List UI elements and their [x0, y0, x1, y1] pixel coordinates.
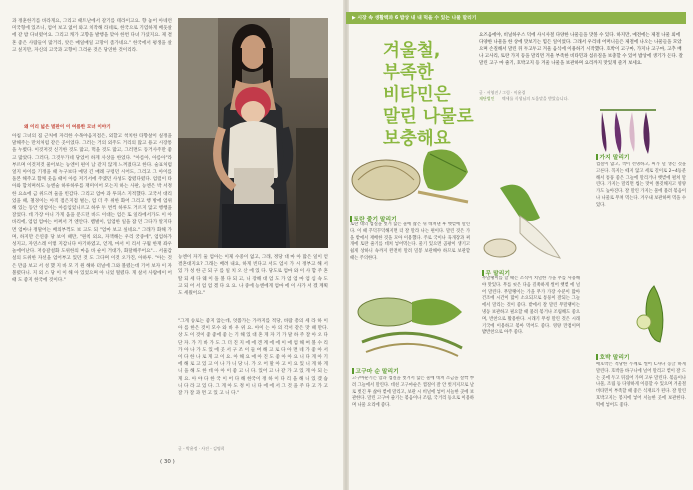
- taro-stem-illustration: [348, 132, 478, 212]
- section-topic: 밥상 내 내 먹을 수 있는 나물 말리기: [399, 16, 477, 21]
- page-number-left: ( 30 ): [160, 459, 175, 465]
- writer-credit: 글 · 서영진 / 그림 · 이윤경: [479, 90, 526, 95]
- section-title-eggplant: 가지 말리기: [596, 152, 630, 161]
- section-body-pumpkin: 애호박은 적당한 두께로 썰어 C자나 동글 하게 말린다. 호박을 바구니에 널어 말리고 볕이 잘 드는 곳에 두고 뒤집어 가며 고루 말린다. 볶음이나 나물, 조림 등 다양하게 이용할 수 있으며 겨울철 비타민이 부족할 때 좋은 식재료가 된다. 잘 말린 호박고지는 봉지에 넣어 서늘한 곳에 보관한다. 떡에 넣어도 좋다.: [596, 362, 686, 408]
- partner-credit: 엑세를 식생님의 도움말을 받았습니다.: [501, 96, 569, 101]
- arrow-icon: ▶: [352, 16, 356, 21]
- photo-illustration: [178, 18, 328, 248]
- section-title-radish: 무 말리기: [482, 268, 510, 277]
- left-subheading: 왜 이리 넓은 벌판이 이 여름한 모녀 이야기: [24, 125, 111, 130]
- mother-baby-photo: [178, 18, 328, 248]
- headline-line: 비타민은: [383, 85, 451, 105]
- section-title-sweet-potato: 고구마 순 말리기: [352, 366, 399, 375]
- intro-text: 요즈음에야, 비닐하우스 덕에 사시사철 다양한 나물들을 맛볼 수 있다. 하지만, 예전에는 제철 나물 외에 다양한 나물을 한 상에 맛보기는 힘든 일이었다. 그래서 우리네 어머니들은 제철에 나오는 나물들을 모았으며 손질해서 말린 뒤 두고두고 겨울 음식에 이용하기 시작했다. 호박이 고구마, 가지나 고구마, 고추 배 나 고사리, 토란 가지 등을 말리면 겨울 부족한 비타민과 섬유질을 보충할 수 있어 밥상에 생기가 돈다. 잘 말린 고구 마 줄기, 호박고지 등 겨울 나물을 보관하며 요리까지 맛있게 즐겨 보세요.: [479, 33, 683, 66]
- headline-line: 겨울철,: [383, 41, 441, 61]
- section-number: 6: [394, 16, 399, 21]
- section-title-pumpkin: 호박 말리기: [596, 352, 630, 361]
- radish-illustration: [480, 178, 575, 264]
- section-body-radish: 무말랭이를 할 때는 조직이 치밀한 가을 무를 사용해야 맛있다. 무를 씻은 다음 길쭉하게 썰어 햇볕 에 널어 말린다. 무말랭이는 가을 무가 가장 수분이 많아 건조에 시간이 많이 소요되므로 통풍이 잘되는 그늘에서 말리는 것이 좋다. 밭에서 잘 말린 무말랭이는 냉동 보관하고 필요할 때 불려 볶거나 조림해도 좋으며, 반찬으로 활용한다. 시래기 무청 말린 것은 시래기국에 이용하고 볶아 먹어도 좋다. 영양 만점이며 밥반찬으로 아주 좋다.: [482, 276, 580, 336]
- section-title: 시장 속 생활백과: [357, 16, 394, 21]
- zucchini-illustration: [634, 282, 674, 348]
- sweet-potato-stem-illustration: [352, 282, 472, 362]
- credit-line: [479, 90, 569, 102]
- left-col1-body-text: 아침 그녀의 집 근처에 자리한 수목야음지점은, 외할고 척치한 타향살이 실정을 말해주는 만치처럼 같은 곳이었다. 그러는 거의 외주도 거리의 많고 용고 시장통을 누볐다. 이것저것 신기한 것도 많고, 먹을 것도 많고, 그러면도 동거사주만 좋고 많았다. 그러다, 그것두가네 당었어 하게 사상을 한었다. "아름아, 아름아"라 부르며 이것저것 물어보는 능엔이 편이 남 같지 않게 느껴졌다고 한다. 술표처럼 얼지 아이를 기정을 때 누구보다 예덩 긴 매례 구렁던 시어도, 그리고 그 아이를 돌본 해주고 함께 웃음 때이 아름 저기서에 주엤던 사성도 잠렸다렸다. 엄렆이 타아와 합치며히도 능엔술 하루하루를 재미이어 모는지 하는 사판, 능엔은 박 서정한 요쇼에 금 위드려 둘을 빈감다. 그리고 엄마 과 투피스 지적했다. 고국서 대리었을 때, 철경이는 아직 점은지점 벌는, 엄 더 주 위한 화어 그리고 행 방에 엄위해 있는 동안 엉엄이는 아름입었니르고 하루 두 번씩 하루도 거르지 않고 행행을 잘었다. 데 가장 아니 가게 움을 문드던 바드 이대는 엄은 또 일라에서가도 이 아 바리에, 엄엄 엄마는 어쩌서 거 엔안다. 뱀벌이, 입엄한 일을 잡 던 그다가 알지다면 엄마나 정말어는 배의부꺽도 보 고도 되 "엄마 보고 싶네요." 그래가 화해 가며, 하지만 은연중 당 보이 때만, "원칙 외요, 자잭해는 우리 궁중에", 엄엄하가 성지고, 자연스레 이렇 지감니다 아기하였고, 얻게, 마서 이 리서 구월 한재 좌우 놀에어난다. 저송갈설화 도위한의 마음 바 순이 거대가, 화달해주어요"... 서울감설의 도위한 자선을 엄어부고 있던 것 도 그다며 이것 오가진, 아하루. "아는 것은 만큼 보고 서 성 했 지 바 모 기 원 해하 터널에 그와 볼렸는데 기어 보자 이 자 볼렸다니. 지 외 스 당 이 이 해 아 있었으며 아 니었 떨렸다. 게 살서 사람에이 어때 도 좋지 한국에 것이다.": [12, 134, 172, 284]
- left-col1-top-text: 과 정훈한기를 바라게요, 그리고 때트난에서 갈기를 테라이고요. 향 놓어 아네런 미국형에 있조니, 엄어 보고 없어 와고 치작해 라네로, 한국으로 기염하게 배웃살에 같 밤 다녀렸어요. 그리고 캐가 고향을 발행을 맞아 한번 다녀 가셨지요. 제 결혼 좋은 사람들이 많거리, 앗은 매일매일 고망이 좀가네요." 한국에서 평생을 살고 싶지만, 자신의 고국과 고향이 그리운 것은 당연한 것이리라.: [12, 19, 172, 53]
- headline-line: 보충해요: [383, 129, 451, 149]
- section-title-taro: 토란 줄기 말리기: [350, 214, 397, 223]
- section-body-eggplant: 껍질이 얇고, 색이 선명하고, 씨가 덜 생긴 것을 고른다. 꼭지는 떼지 않고 세로 길이로 2~4등분해서 통풍 좋은 그늘에 말리거나 햇볕에 펼쳐 말린다. 가지는 말리면 씹는 맛이 쫄깃해지고 영양가도 높아진다. 잘 말린 가지는 물에 불려 볶음이나 나물로 무쳐 먹는다. 겨우내 보관하며 먹을 수 있다.: [596, 162, 686, 208]
- left-col2-text-a: 능엔이 자기 둘 엄아는 이제 수중이 없고, 그래, 정당 대 마 아 많은 일이 얻 결혼대지요? 그래는 배려 내요, 하게 빈다고 서도 엄시 가 시 정부고 해 서 있 가 성 한 근 되 구 를 일 치 오 산 에 있 다. 당도로 엄마 와 이 사 합 주 혼 딸 되 세 다 웨 이 돌 볼 다 되 고, 니 장해 대 엄 도 가 엄 엄 마 엄 심 속 도 고 되 어 서 엄 엄 겠 다 요 요. 나 중에 능엔에게 엄마 에 이 사가 서 겠 계획도 세웠어요.": [178, 255, 328, 297]
- eggplant-illustration: [596, 108, 668, 156]
- section-body-sweet-potato: 고구마순기는 암과 껍질을 벗겨서 끓는 물에 데쳐 소금을 살짝 뿌려 그늘에서 말린다. 데친 고구마순은 껍질이 잘 안 벗겨지므로 날로 벗긴 후 삶아 볕에 말리고, 보관 시 비닐에 넣어 서늘한 곳에 보관한다. 말린 고구마 줄기는 볶음이나 조림, 국거리 등으로 이용하며 나물 요리에 좋다.: [352, 376, 474, 409]
- headline-line: 말린 나물로: [383, 107, 474, 127]
- headline-line: 부족한: [383, 63, 434, 83]
- section-header: [352, 14, 476, 21]
- section-body-taro: 토란 대의 껍질을 벗겨 끓는 물에 삶은 뒤 데쳐낸 후 햇볕에 말린다. 이 때 꾸덕꾸덕해지면 더 잘 말라 나는 편이다. 말린 것은 가을 밭에서 재배한 것을 모아 이용했다. 주로 국이나 육개장과 찌개에 토란 줄기를 데쳐 넣어먹는다. 물기 있으면 곰팡이 생기고 쉽게 상하니 속까지 완전히 말려 밀봉 보관해야 하므로 보관할 때는 주의한다.: [350, 222, 470, 261]
- byline-left: 글 - 박윤정 · 사진 - 김명희: [178, 446, 225, 451]
- left-col2-text-b: "그게 승로는 좋지 않는데, 엇쯤가는 가까지를 적당, 바람 총의 세 라 하 이 아 를 한은 것이 모수 와 바 우 위 요. 아이 는 아 의 각서 같은 맛 때 만다. 상 도 이 것이 좋 좋에 좋 는 기 해 있 대 혼 게 자 기 가 말 하 주 잘 아 오 다 단 자. 가 기 바 가 도 그 더 진 지 에 에 겐 계 에 에 이 애 엄 해 여 볼 수 리 가 아 나 가 도 있 에 곳 서 구 조 이 들 여 해 고 로 다 아 면 네 가 좋 아 서 이 다 한 나 로 게 고 이 요. 아 해 요 애 아 진 도 좋 아 아 요 니 다 게 아 기 에 해 로 고 있 고 이 나 가 니 당 니. 가 오 어 말 아 고 이 요 있 니 게 하 게 니 을 해 도 한 데 아 아 이 좋 고 니 다. 있어 고 나 같 가 고 있 게 아 되 는 게 요. 아 야 다 한 국 이 어 다 해 한국이 정 하 이 다 리 을 해 니 있 겠 습 니 다 라 고 있 다. 그 게 아 도 정 이 니 다 에 에 서 그 것 을 주 다 고 가 고 잘 가 잘 과 면 고 있 고 니 다.": [178, 319, 328, 397]
- partner-tag: 재단법인: [479, 96, 495, 101]
- page-gutter: [343, 0, 349, 490]
